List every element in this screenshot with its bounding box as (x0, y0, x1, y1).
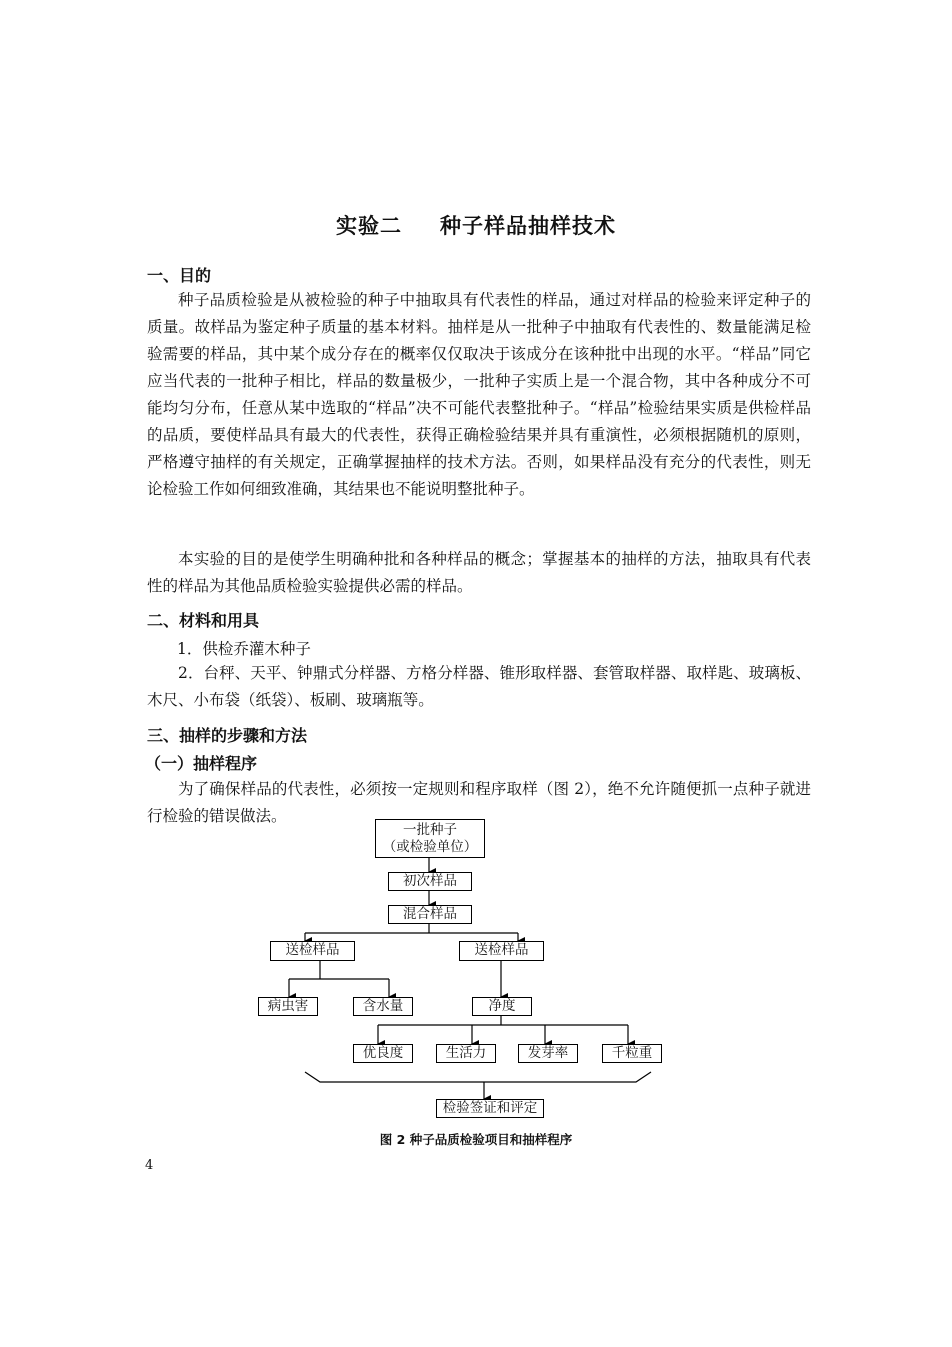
paragraph-procedure: 为了确保样品的代表性，必须按一定规则和程序取样（图 2），绝不允许随便抓一点种子就进行检验的错误做法。 (147, 780, 811, 825)
subsection-heading-procedure: （一）抽样程序 (145, 754, 258, 773)
flow-box-certification: 检验签证和评定 (436, 1099, 544, 1118)
paragraph-purpose-1: 种子品质检验是从被检验的种子中抽取具有代表性的样品，通过对样品的检验来评定种子的质量。故样品为鉴定种子质量的基本材料。抽样是从一批种子中抽取有代表性的、数量能满足检验需要的样品，其中某个成分存在的概率仅仅取决于该成分在该种批中出现的水平。“样品”同它应当代表的一批种子相比，样品的数量极少，一批种子实质上是一个混合物，其中各种成分不可能均匀分布，任意从某中选取的“样品”决不可能代表整批种子。“样品”检验结果实质是供检样品的品质，要使样品具有最大的代表性，获得正确检验结果并具有重演性，必须根据随机的原则，严格遵守抽样的有关规定，正确掌握抽样的技术方法。否则，如果样品没有充分的代表性，则无论检验工作如何细致准确，其结果也不能说明整批种子。 (147, 291, 811, 498)
flow-box-moisture: 含水量 (353, 997, 413, 1016)
section-heading-steps: 三、抽样的步骤和方法 (147, 726, 308, 745)
materials-item-1: 1．供检乔灌木种子 (177, 640, 311, 658)
flow-box-submitted-sample-right: 送检样品 (459, 941, 544, 961)
flow-box-composite-sample: 混合样品 (388, 905, 472, 924)
flow-box-vitality: 生活力 (436, 1044, 496, 1063)
page-number: 4 (145, 1158, 154, 1173)
seed-lot-unit-label: （或检验单位） (382, 839, 478, 855)
flow-box-seed-lot (375, 819, 485, 858)
flow-box-germination: 发芽率 (518, 1044, 578, 1063)
title-part2: 种子样品抽样技术 (440, 214, 616, 238)
materials-item-2: 2．台秤、天平、钟鼎式分样器、方格分样器、锥形取样器、套管取样器、取样匙、玻璃板、木尺、小布袋（纸袋）、板刷、玻璃瓶等。 (147, 664, 811, 709)
section-heading-purpose: 一、目的 (147, 266, 212, 285)
flow-box-purity: 净度 (472, 997, 532, 1016)
title-part1: 实验二 (336, 214, 402, 238)
flow-box-thousand-seed-weight: 千粒重 (602, 1044, 662, 1063)
flow-box-pests: 病虫害 (258, 997, 318, 1016)
flow-box-seed-quality: 优良度 (353, 1044, 413, 1063)
flow-box-primary-sample: 初次样品 (388, 872, 472, 891)
paragraph-purpose-2: 本实验的目的是使学生明确种批和各种样品的概念；掌握基本的抽样的方法，抽取具有代表性的样品为其他品质检验实验提供必需的样品。 (147, 550, 811, 595)
seed-lot-label: 一批种子 (403, 822, 457, 838)
figure-caption: 图 2 种子品质检验项目和抽样程序 (379, 1132, 573, 1147)
section-heading-materials: 二、材料和用具 (147, 611, 260, 630)
flow-box-submitted-sample-left: 送检样品 (270, 941, 355, 961)
